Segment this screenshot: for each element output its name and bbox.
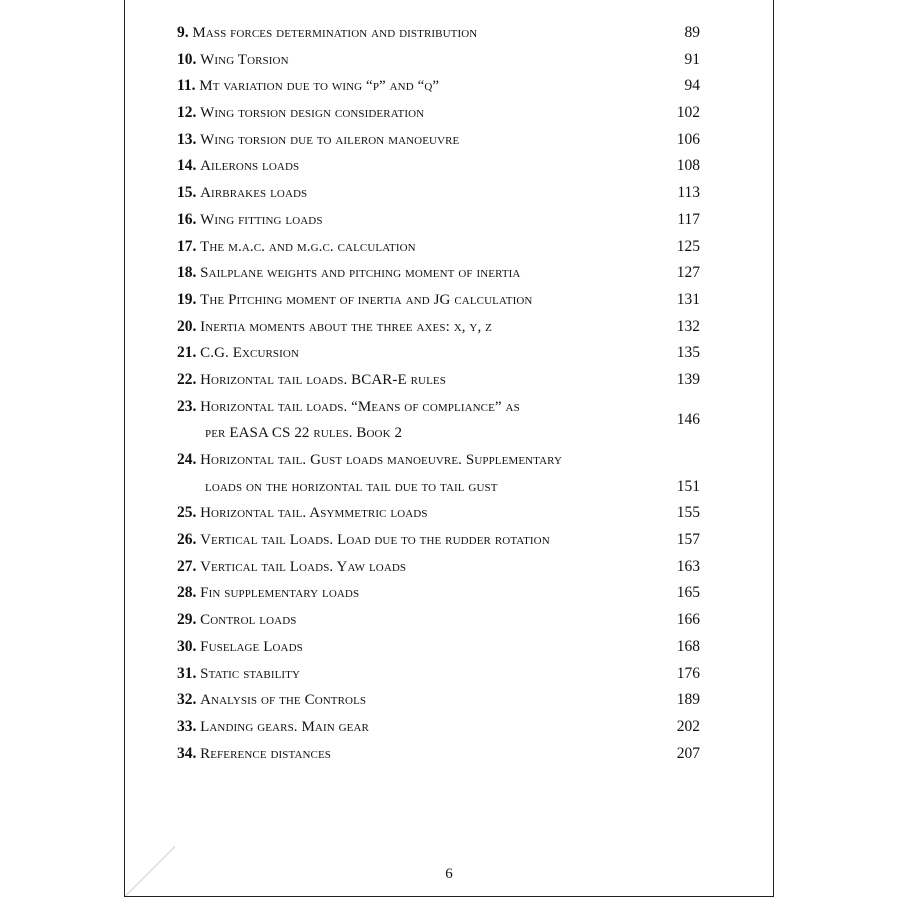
- entry-page: 146: [676, 410, 700, 428]
- entry-number: 27.: [177, 557, 197, 575]
- entry-number: 33.: [177, 717, 197, 735]
- toc-entry: [177, 527, 700, 554]
- entry-number: 32.: [177, 691, 197, 709]
- entry-page: 117: [677, 210, 700, 228]
- entry-title: Control loads: [200, 612, 297, 629]
- entry-number: 28.: [177, 584, 197, 602]
- entry-number: 22.: [177, 370, 197, 388]
- entry-title: Mass forces determination and distribution: [192, 25, 478, 41]
- entry-title: Fin supplementary loads: [200, 585, 360, 602]
- entry-number: 25.: [177, 504, 197, 522]
- entry-page: 157: [676, 531, 700, 549]
- entry-number: 29.: [177, 611, 197, 629]
- entry-number: 13.: [177, 130, 197, 148]
- entry-number: 24.: [177, 451, 197, 469]
- entry-page: 168: [676, 637, 700, 655]
- entry-title: Wing fitting loads: [200, 211, 323, 228]
- entry-number: 20.: [177, 317, 197, 335]
- entry-number: 19.: [177, 290, 197, 308]
- entry-title: Vertical tail Loads. Load due to the rudder rotation: [200, 532, 550, 549]
- toc-entry: [177, 714, 700, 741]
- entry-title: Wing torsion design consideration: [200, 105, 425, 122]
- entry-number: 21.: [177, 344, 197, 362]
- entry-page: 94: [684, 77, 700, 95]
- entry-number: 34.: [177, 744, 197, 762]
- entry-page: 151: [676, 477, 700, 495]
- entry-number: 26.: [177, 531, 197, 549]
- toc-entry: [177, 153, 700, 180]
- toc-entry: [177, 367, 700, 394]
- entry-title: Horizontal tail. Asymmetric loads: [200, 505, 428, 522]
- entry-title: Horizontal tail. Gust loads manoeuvre. Supplementary: [200, 452, 563, 469]
- entry-page: 125: [676, 237, 700, 255]
- entry-page: 135: [676, 344, 700, 362]
- toc-entry: [177, 607, 700, 634]
- toc-entry: [177, 447, 700, 500]
- entry-page: 163: [676, 557, 700, 575]
- toc-entry: [177, 100, 700, 127]
- entry-number: 18.: [177, 264, 197, 282]
- entry-page: 91: [684, 50, 700, 68]
- entry-page: 102: [676, 104, 700, 122]
- entry-page: 165: [676, 584, 700, 602]
- entry-page: 106: [676, 130, 700, 148]
- entry-number: 12.: [177, 104, 197, 122]
- toc-entry: [177, 20, 700, 47]
- entry-number: 17.: [177, 237, 197, 255]
- entry-page: 176: [676, 664, 700, 682]
- entry-number: 11.: [177, 77, 196, 95]
- entry-title: Vertical tail Loads. Yaw loads: [200, 558, 407, 575]
- entry-page: 89: [684, 24, 700, 41]
- toc-entry: [177, 207, 700, 234]
- toc-entry: [177, 554, 700, 581]
- toc-entry: [177, 180, 700, 207]
- entry-page: 132: [676, 317, 700, 335]
- entry-title-continuation: per EASA CS 22 rules. Book 2: [205, 425, 403, 442]
- toc-entry: [177, 741, 700, 768]
- entry-title: The Pitching moment of inertia and JG calculation: [200, 291, 533, 308]
- entry-title: Wing Torsion: [200, 51, 289, 68]
- entry-title: Horizontal tail loads. BCAR-E rules: [200, 371, 446, 388]
- entry-number: 10.: [177, 50, 197, 68]
- toc-entry: [177, 234, 700, 261]
- page-number: 6: [445, 866, 453, 882]
- toc-entry: [177, 47, 700, 74]
- entry-title-continuation: loads on the horizontal tail due to tail gust: [205, 478, 498, 495]
- entry-title: The m.a.c. and m.g.c. calculation: [200, 238, 416, 255]
- entry-title: Ailerons loads: [200, 158, 300, 175]
- entry-page: 127: [676, 264, 700, 282]
- entry-title: Static stability: [200, 665, 301, 682]
- entry-page: 202: [676, 717, 700, 735]
- entry-page: 113: [677, 184, 700, 202]
- entry-page: 189: [676, 691, 700, 709]
- entry-number: 9.: [177, 24, 189, 41]
- toc-entry: [177, 580, 700, 607]
- entry-title: Sailplane weights and pitching moment of inertia: [200, 265, 521, 282]
- entry-title: Landing gears. Main gear: [200, 718, 369, 735]
- toc-entry: [177, 340, 700, 367]
- entry-title: Airbrakes loads: [200, 185, 308, 202]
- toc-entry: [177, 687, 700, 714]
- entry-page: 139: [676, 370, 700, 388]
- entry-number: 31.: [177, 664, 197, 682]
- toc-entry: [177, 634, 700, 661]
- toc-entry: [177, 661, 700, 688]
- entry-page: 166: [676, 611, 700, 629]
- entry-title: Horizontal tail loads. “Means of compliance” as: [200, 398, 520, 415]
- entry-title: Analysis of the Controls: [200, 692, 367, 709]
- toc-entry: [177, 287, 700, 314]
- toc-entry: [177, 394, 700, 447]
- entry-title: Wing torsion due to aileron manoeuvre: [200, 131, 460, 148]
- toc-entry: [177, 260, 700, 287]
- entry-number: 23.: [177, 397, 197, 415]
- entry-page: 207: [676, 744, 700, 762]
- toc-entry: [177, 127, 700, 154]
- toc-entry: [177, 314, 700, 341]
- toc-entry: [177, 500, 700, 527]
- toc-entry: [177, 73, 700, 100]
- entry-title: Reference distances: [200, 745, 332, 762]
- entry-number: 14.: [177, 157, 197, 175]
- entry-title: Mt variation due to wing “p” and “q”: [199, 78, 440, 95]
- entry-page: 131: [676, 290, 700, 308]
- entry-page: 155: [676, 504, 700, 522]
- entry-title: C.G. Excursion: [200, 345, 300, 362]
- document-page: [124, 0, 774, 897]
- entry-number: 15.: [177, 184, 197, 202]
- entry-number: 30.: [177, 637, 197, 655]
- entry-title: Inertia moments about the three axes: x, y, z: [200, 318, 492, 335]
- table-of-contents: [177, 20, 700, 767]
- entry-page: 108: [676, 157, 700, 175]
- entry-number: 16.: [177, 210, 197, 228]
- entry-title: Fuselage Loads: [200, 638, 303, 655]
